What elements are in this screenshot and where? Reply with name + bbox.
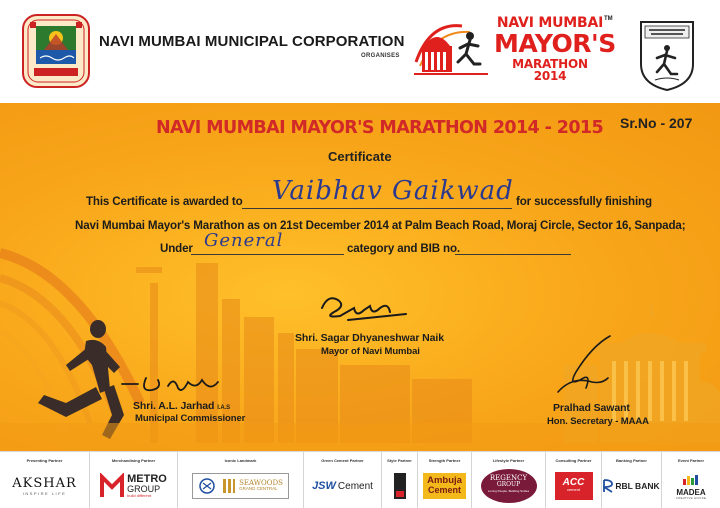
sponsor-style-partner xyxy=(382,452,418,508)
regency-tagline: Loving People, Building Smiles xyxy=(487,489,530,493)
commissioner-name-text: Shri. A.L. Jarhad xyxy=(133,400,215,412)
metro-m-icon xyxy=(100,473,124,499)
award-text-prefix: This Certificate is awarded to xyxy=(86,195,243,208)
madea-bars-icon xyxy=(682,475,700,485)
category-text-prefix: Under xyxy=(160,242,193,255)
jsw-cement: Cement xyxy=(337,480,373,492)
serial-number: Sr.No - 207 xyxy=(620,115,693,131)
awardee-name: Vaibhav Gaikwad xyxy=(272,176,514,206)
sponsor-caption: Event Partner xyxy=(677,458,704,463)
ambuja-cement: Cement xyxy=(427,485,461,496)
mayor-signature xyxy=(318,290,410,326)
organiser-name: NAVI MUMBAI MUNICIPAL CORPORATION xyxy=(99,33,405,50)
sponsor-presenting-partner xyxy=(0,452,90,508)
madea-sub: CREATIVE HOUSE xyxy=(675,495,707,500)
madea-logo xyxy=(662,465,720,507)
secretary-signature xyxy=(552,332,614,398)
sponsor-caption: Presenting Partner xyxy=(26,458,63,463)
jsw-name: JSW xyxy=(312,480,336,492)
sponsor-merchandising-partner xyxy=(90,452,178,508)
sponsor-caption: Lifestyle Partner xyxy=(492,458,525,463)
commissioner-ias-suffix: I.A.S xyxy=(217,405,231,411)
sponsor-iconic-landmark xyxy=(178,452,304,508)
sponsor-event-partner xyxy=(662,452,720,508)
acc-sub: cement xyxy=(566,487,581,492)
akshar-name: AKSHAR xyxy=(12,476,77,491)
sponsor-caption: Style Partner xyxy=(387,458,412,463)
commissioner-title: Municipal Commissioner xyxy=(135,413,246,424)
header xyxy=(0,0,720,103)
category-value: General xyxy=(204,230,284,251)
akshar-logo xyxy=(0,465,89,507)
regency-group-logo xyxy=(472,465,545,507)
ambuja-cement-logo xyxy=(418,465,471,507)
logo-line-3: MARATHON 2014 xyxy=(512,57,588,83)
seawoods-logo xyxy=(178,465,303,507)
sponsor-consulting-partner xyxy=(546,452,602,508)
sponsor-green-cement-partner xyxy=(304,452,382,508)
madea-name: MADEA xyxy=(676,487,706,497)
metro-tagline: build different xyxy=(127,493,152,498)
acc-logo xyxy=(546,465,601,507)
acc-name: ACC xyxy=(562,477,585,488)
sponsor-strength-partner xyxy=(418,452,472,508)
metro-name-2: GROUP xyxy=(127,484,161,494)
rbl-bank-logo xyxy=(602,465,661,507)
jsw-cement-logo xyxy=(304,465,381,507)
certificate-heading: Certificate xyxy=(328,149,392,164)
trademark-mark: TM xyxy=(604,16,613,22)
rbl-name: RBL BANK xyxy=(615,481,660,491)
regency-group: GROUP xyxy=(496,481,521,488)
logo-line-2: MAYOR'S xyxy=(494,29,616,58)
name-underline xyxy=(242,208,512,209)
seawoods-name: SEAWOODS xyxy=(239,479,283,488)
sponsor-caption: Merchandising Partner xyxy=(111,458,156,463)
commissioner-name xyxy=(133,400,230,412)
category-text-suffix: category and BIB no. xyxy=(347,242,460,255)
akshar-tagline: INSPIRE LIFE xyxy=(22,491,67,496)
certificate-title: NAVI MUMBAI MAYOR'S MARATHON 2014 - 2015 xyxy=(156,118,604,138)
sponsor-lifestyle-partner xyxy=(472,452,546,508)
seawoods-icon xyxy=(222,477,236,495)
sponsor-banking-partner xyxy=(602,452,662,508)
regency-name: REGENCY xyxy=(489,474,528,482)
sponsor-caption: Iconic Landmark xyxy=(224,458,257,463)
logo-line-1: NAVI MUMBAI xyxy=(496,15,604,31)
metro-group-logo xyxy=(90,465,177,507)
award-text-suffix: for successfully finishing xyxy=(516,195,652,208)
bib-number-underline xyxy=(455,254,571,255)
style-partner-icon xyxy=(392,471,408,501)
athletics-association-emblem xyxy=(637,18,697,92)
mayor-name: Shri. Sagar Dhyaneshwar Naik xyxy=(295,332,444,344)
secretary-title: Hon. Secretary - MAAA xyxy=(547,416,649,427)
sponsor-caption: Banking Partner xyxy=(616,458,647,463)
mayor-title: Mayor of Navi Mumbai xyxy=(321,346,420,357)
lt-badge-icon xyxy=(198,478,216,494)
ambuja-name: Ambuja xyxy=(427,475,462,487)
sponsor-caption: Green Cement Partner xyxy=(321,458,364,463)
commissioner-signature xyxy=(118,370,230,398)
marathon-runner-dome-logo xyxy=(410,16,492,80)
seawoods-sub: GRAND CENTRAL xyxy=(239,486,278,492)
organises-label: ORGANISES xyxy=(361,53,400,59)
sponsor-strip xyxy=(0,451,720,508)
nmmc-seal-logo xyxy=(22,14,90,88)
event-details-text: Navi Mumbai Mayor's Marathon as on 21st December 2014 at Palm Beach Road, Moraj Circle, Sector 16, Sanpada; xyxy=(75,219,686,232)
metro-name: METRO xyxy=(127,473,167,485)
rbl-icon xyxy=(603,479,613,493)
sponsor-caption: Strength Partner xyxy=(428,458,461,463)
category-underline xyxy=(191,254,344,255)
secretary-name: Pralhad Sawant xyxy=(553,402,630,414)
style-partner-logo xyxy=(382,465,417,507)
sponsor-caption: Consulting Partner xyxy=(555,458,592,463)
